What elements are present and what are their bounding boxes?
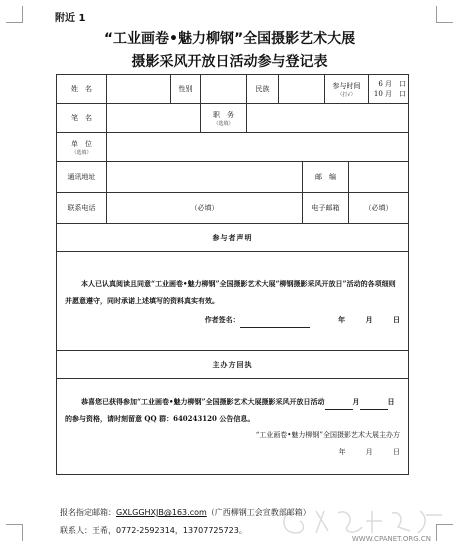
receipt-month: 月 [352, 396, 360, 406]
postcode-label: 邮 编 [303, 162, 349, 193]
name-field[interactable] [107, 75, 171, 104]
document-subtitle: 摄影采风开放日活动参与登记表 [131, 54, 328, 70]
alias-label: 笔 名 [57, 104, 107, 133]
time-label: 参与时间 [332, 81, 361, 90]
unit-label-cell [57, 133, 107, 162]
sign-day: 日 [393, 314, 400, 324]
declaration-text-wrap [65, 275, 400, 309]
form-row-participant-declaration [57, 252, 409, 351]
watermark-stroke [418, 511, 442, 533]
form-row-basic [57, 75, 409, 104]
unit-sub-label: （选填） [71, 149, 92, 156]
alias-field[interactable] [107, 104, 201, 133]
watermark-stroke [392, 513, 410, 531]
signature-line[interactable] [240, 318, 310, 328]
email-label: 电子邮箱 [303, 193, 349, 224]
date-option-june[interactable]: 6 月 口 [378, 80, 406, 88]
ethnicity-field[interactable] [279, 75, 325, 104]
receipt-month-2: 月 [365, 447, 373, 456]
footer-email-label: 报名指定邮箱： [60, 508, 116, 517]
receipt-year: 年 [338, 447, 346, 456]
gender-field[interactable] [201, 75, 247, 104]
address-label: 通讯地址 [57, 162, 107, 193]
watermark-stroke [316, 511, 328, 533]
position-label-cell [201, 104, 247, 133]
unit-label: 单 位 [71, 139, 92, 148]
name-label: 姓 名 [57, 75, 107, 104]
document-title: “工业画卷•魅力柳钢”全国摄影艺术大展 [103, 31, 356, 47]
watermark-stroke [338, 512, 362, 532]
receipt-text-2: 日的参与资格，请时刻留意 QQ 群：640243120 公告信息。 [65, 396, 395, 423]
position-field[interactable] [247, 104, 409, 133]
footer-contact-line: 联系人：王希，0772-2592314，13707725723。 [60, 526, 247, 535]
footer-email-line [60, 507, 311, 518]
organizer-date-row [65, 444, 400, 461]
form-row-address [57, 162, 409, 193]
corner-mark [6, 524, 23, 541]
watermark-swirl [284, 513, 304, 533]
date-option-october[interactable]: 10 月 口 [373, 90, 406, 98]
watermark-site: WWW.CPANET.ORG.CN [351, 535, 431, 543]
sign-year: 年 [338, 314, 346, 324]
postcode-field[interactable] [349, 162, 409, 193]
declaration-text: 本人已认真阅读且同意“工业画卷•魅力柳钢”全国摄影艺术大展“柳钢摄影采风开放日”活动的各项细则并愿意遵守，同时承诺上述填写的资料真实有效。 [65, 278, 396, 305]
watermark-stroke [366, 511, 382, 533]
form-row-contact [57, 193, 409, 224]
footer-email-link[interactable]: GXLGGHXJB@163.com [116, 508, 207, 517]
participation-time-label [325, 75, 369, 104]
address-field[interactable] [107, 162, 303, 193]
appendix-label: 附近 1 [55, 13, 86, 24]
receipt-blank-day[interactable] [360, 400, 388, 410]
phone-label: 联系电话 [57, 193, 107, 224]
participant-declaration [57, 252, 409, 351]
sign-month: 月 [365, 314, 373, 324]
footer-email-note: （广西柳钢工会宣教部邮箱） [206, 508, 311, 517]
date-options[interactable] [369, 75, 409, 104]
form-row-unit [57, 133, 409, 162]
organizer-receipt-heading: 主办方回执 [57, 351, 409, 379]
signature-label: 作者签名： [204, 314, 240, 324]
registration-form [56, 74, 409, 475]
organizer-name: “工业画卷•魅力柳钢”全国摄影艺术大展主办方 [255, 430, 400, 439]
position-sub-label: （选填） [213, 120, 234, 127]
phone-field[interactable]: （必填） [107, 193, 303, 224]
time-sub-label: （打√） [337, 91, 356, 98]
receipt-text-1: 恭喜您已获得参加“工业画卷•魅力柳钢”全国摄影艺术大展摄影采风开放日活动 [81, 396, 325, 406]
form-row-organizer-receipt [57, 379, 409, 475]
corner-mark [436, 6, 453, 23]
receipt-day: 日 [393, 447, 400, 456]
email-field[interactable]: （必填） [349, 193, 409, 224]
form-row-participant-heading [57, 224, 409, 252]
ethnicity-label: 民族 [247, 75, 279, 104]
receipt-blank-month[interactable] [325, 400, 353, 410]
position-label: 职 务 [213, 110, 234, 119]
corner-mark [6, 6, 23, 23]
signature-row [65, 311, 400, 328]
unit-field[interactable] [107, 133, 409, 162]
form-row-alias [57, 104, 409, 133]
receipt-text-wrap [65, 393, 400, 427]
organizer-receipt [57, 379, 409, 475]
form-row-organizer-heading [57, 351, 409, 379]
participant-declaration-heading: 参与者声明 [57, 224, 409, 252]
gender-label: 性别 [171, 75, 201, 104]
